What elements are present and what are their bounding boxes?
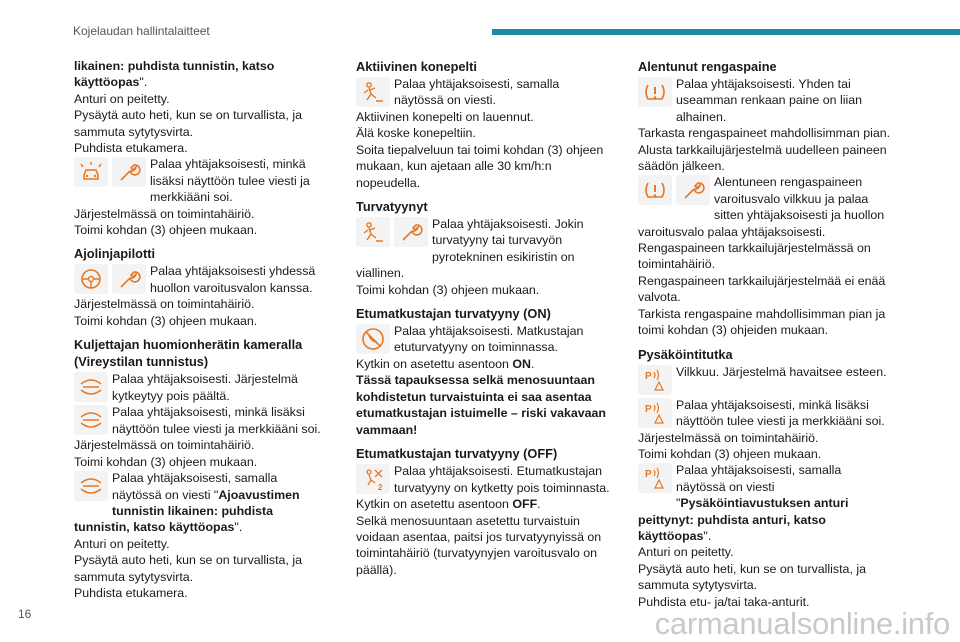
section-heading: Pysäköintitutka	[638, 346, 733, 362]
column-3	[638, 58, 893, 610]
bold-text: Tässä tapauksessa selkä menosuuntaan kohdistetun turvaistuinta ei saa asentaa etumatkustajan istuimelle – riski vakavaan vammaan!	[356, 373, 607, 437]
text: ".	[139, 75, 148, 90]
paragraph	[74, 58, 329, 91]
paragraph: Toimi kohdan (3) ohjeen mukaan.	[74, 313, 258, 328]
section-heading: Etumatkustajan turvatyyny (ON)	[356, 306, 551, 322]
paragraph: Toimi kohdan (3) ohjeen mukaan.	[638, 446, 822, 461]
paragraph: Pysäytä auto heti, kun se on turvallista, ja sammuta sytytysvirta.	[74, 108, 302, 139]
svg-text:P: P	[645, 469, 652, 481]
airbag-off-icon	[356, 464, 390, 494]
icon-entry	[74, 470, 329, 536]
wrench-icon	[112, 264, 146, 294]
text: Kytkin on asetettu asentoon	[356, 357, 513, 372]
section-heading: Aktiivinen konepelti	[356, 59, 477, 74]
paragraph: Järjestelmässä on toimintahäiriö.	[74, 297, 255, 312]
paragraph: Järjestelmässä on toimintahäiriö.	[638, 430, 819, 445]
icon-description: Palaa yhtäjaksoisesti, minkä lisäksi näyttöön tulee viesti ja merkkiääni soi.	[676, 397, 885, 428]
icon-description: Vilkkuu. Järjestelmä havaitsee esteen.	[676, 364, 887, 379]
paragraph: Tarkasta rengaspaineet mahdollisimman pian.	[638, 126, 891, 141]
icon-description: Palaa yhtäjaksoisesti. Etumatkustajan turvatyyny on kytketty pois toiminnasta.	[394, 464, 610, 495]
column-1	[74, 58, 329, 601]
paragraph: Selkä menosuuntaan asetettu turvaistuin voidaan asentaa, paitsi jos turvatyynyissä on toimintahäiriö (turvatyynyjen varoitusvalo on päällä).	[356, 513, 602, 577]
icon-entry	[356, 216, 611, 282]
paragraph: Rengaspaineen tarkkailujärjestelmää ei enää valvota.	[638, 273, 886, 305]
paragraph: Rengaspaineen tarkkailujärjestelmässä on toimintahäiriö.	[638, 241, 871, 272]
paragraph: Toimi kohdan (3) ohjeen mukaan.	[74, 454, 258, 469]
paragraph: Anturi on peitetty.	[74, 91, 170, 106]
icon-entry	[638, 397, 893, 430]
bold-text: OFF	[512, 497, 538, 512]
section-heading: Alentunut rengaspaine	[638, 59, 777, 74]
paragraph: Tarkista rengaspaine mahdollisimman pian ja toimi kohdan (3) ohjeiden mukaan.	[638, 306, 886, 338]
paragraph: Järjestelmässä on toimintahäiriö.	[74, 438, 255, 453]
icon-description: Palaa yhtäjaksoisesti. Matkustajan etuturvatyyny on toiminnassa.	[394, 324, 584, 355]
column-2	[356, 58, 611, 578]
child-seat-crossed-icon	[356, 324, 390, 354]
driver-attention-icon	[74, 372, 108, 402]
parking-sensor-icon	[638, 365, 672, 395]
section-heading: Kuljettajan huomionherätin kameralla (Vireystilan tunnistus)	[74, 337, 303, 370]
driver-attention-icon	[74, 471, 108, 501]
paragraph: Puhdista etukamera.	[74, 141, 188, 156]
icon-entry	[74, 156, 329, 205]
icon-entry	[638, 174, 893, 240]
icon-entry	[356, 463, 611, 496]
bold-text: Pysäköintiavustuksen anturi peittynyt: puhdista anturi, katso käyttöopas	[638, 496, 849, 543]
paragraph: Älä koske konepeltiin.	[356, 126, 476, 141]
paragraph: Puhdista etukamera.	[74, 585, 188, 600]
text: Kytkin on asetettu asentoon	[356, 497, 513, 512]
page-number: 16	[18, 607, 32, 621]
icon-description: Palaa yhtäjaksoisesti, samalla näytössä on viesti "	[112, 471, 278, 502]
wrench-icon	[112, 157, 146, 187]
text: ".	[234, 520, 243, 535]
icon-entry	[74, 371, 329, 404]
icon-description: Palaa yhtäjaksoisesti. Yhden tai useamman renkaan paine on liian alhainen.	[676, 77, 862, 124]
watermark: carmanualsonline.info	[654, 606, 950, 641]
icon-entry	[638, 462, 893, 544]
icon-entry	[356, 76, 611, 109]
section-heading: Turvatyynyt	[356, 199, 428, 215]
paragraph: Alusta tarkkailujärjestelmä uudelleen paineen säädön jälkeen.	[638, 142, 887, 174]
icon-description: Palaa yhtäjaksoisesti. Jokin turvatyyny tai turvavyön pyrotekninen esikiristin on viallinen.	[356, 217, 584, 281]
section-heading: Ajolinjapilotti	[74, 246, 156, 262]
icon-description: Palaa yhtäjaksoisesti, minkä lisäksi näyttöön tulee viesti ja merkkiääni soi.	[150, 157, 310, 205]
icon-description: Palaa yhtäjaksoisesti yhdessä huollon varoitusvalon kanssa.	[150, 264, 316, 295]
paragraph: Aktiivinen konepelti on lauennut.	[356, 110, 534, 124]
header-accent-bar	[492, 29, 960, 35]
paragraph: Soita tiepalveluun tai toimi kohdan (3) ohjeen mukaan, kun ajetaan alle 30 km/h:n nopeudella.	[356, 142, 604, 190]
wrench-icon	[676, 175, 710, 205]
svg-text:P: P	[645, 403, 652, 415]
icon-entry	[74, 404, 329, 437]
icon-description: Alentuneen rengaspaineen varoitusvalo vilkkuu ja palaa sitten yhtäjaksoisesti ja huollon varoitusvalo palaa yhtäjaksoisesti.	[638, 175, 885, 239]
icon-entry	[356, 323, 611, 356]
icon-description: Palaa yhtäjaksoisesti, minkä lisäksi näyttöön tulee viesti ja merkkiääni soi.	[112, 405, 321, 436]
text: .	[537, 497, 541, 512]
icon-description: Palaa yhtäjaksoisesti, samalla näytössä on viesti.	[394, 77, 560, 108]
icon-entry	[638, 364, 893, 397]
section-heading: Etumatkustajan turvatyyny (OFF)	[356, 446, 558, 462]
icon-description: Palaa yhtäjaksoisesti. Järjestelmä kytkeytyy pois päältä.	[112, 372, 298, 403]
paragraph: Järjestelmässä on toimintahäiriö.	[74, 206, 255, 221]
paragraph: Anturi on peitetty.	[74, 536, 170, 551]
pedestrian-bonnet-icon	[356, 77, 390, 107]
driver-attention-icon	[74, 405, 108, 435]
icon-entry	[74, 263, 329, 296]
bold-text: ON	[512, 357, 531, 372]
paragraph: Anturi on peitetty.	[638, 545, 734, 560]
camera-car-warning-icon	[74, 157, 108, 187]
wrench-icon	[394, 217, 428, 247]
paragraph	[356, 356, 611, 372]
page-header-title: Kojelaudan hallintalaitteet	[73, 24, 210, 38]
tyre-pressure-icon	[638, 175, 672, 205]
airbag-icon	[356, 217, 390, 247]
paragraph	[356, 496, 611, 512]
svg-text:P: P	[645, 370, 652, 382]
text: .	[530, 357, 535, 372]
warning-paragraph	[356, 372, 611, 438]
paragraph: Puhdista etu- ja/tai taka-anturit.	[638, 594, 810, 609]
parking-sensor-icon	[638, 463, 672, 493]
paragraph: Pysäytä auto heti, kun se on turvallista, ja sammuta sytytysvirta.	[638, 561, 866, 593]
bold-text: likainen: puhdista tunnistin, katso käyttöopas	[74, 59, 275, 90]
paragraph: Pysäytä auto heti, kun se on turvallista, ja sammuta sytytysvirta.	[74, 553, 302, 584]
parking-sensor-icon	[638, 398, 672, 428]
text: ".	[703, 528, 712, 543]
paragraph: Toimi kohdan (3) ohjeen mukaan.	[356, 282, 540, 297]
icon-description: Palaa yhtäjaksoisesti, samalla näytössä on viesti "	[676, 463, 842, 511]
tyre-pressure-icon	[638, 77, 672, 107]
bold-text: Ajoavustimen tunnistin likainen: puhdista tunnistin, katso käyttöopas	[74, 487, 300, 535]
steering-wheel-icon	[74, 264, 108, 294]
svg-text:2: 2	[378, 483, 383, 493]
icon-entry	[638, 76, 893, 125]
paragraph: Toimi kohdan (3) ohjeen mukaan.	[74, 223, 258, 238]
